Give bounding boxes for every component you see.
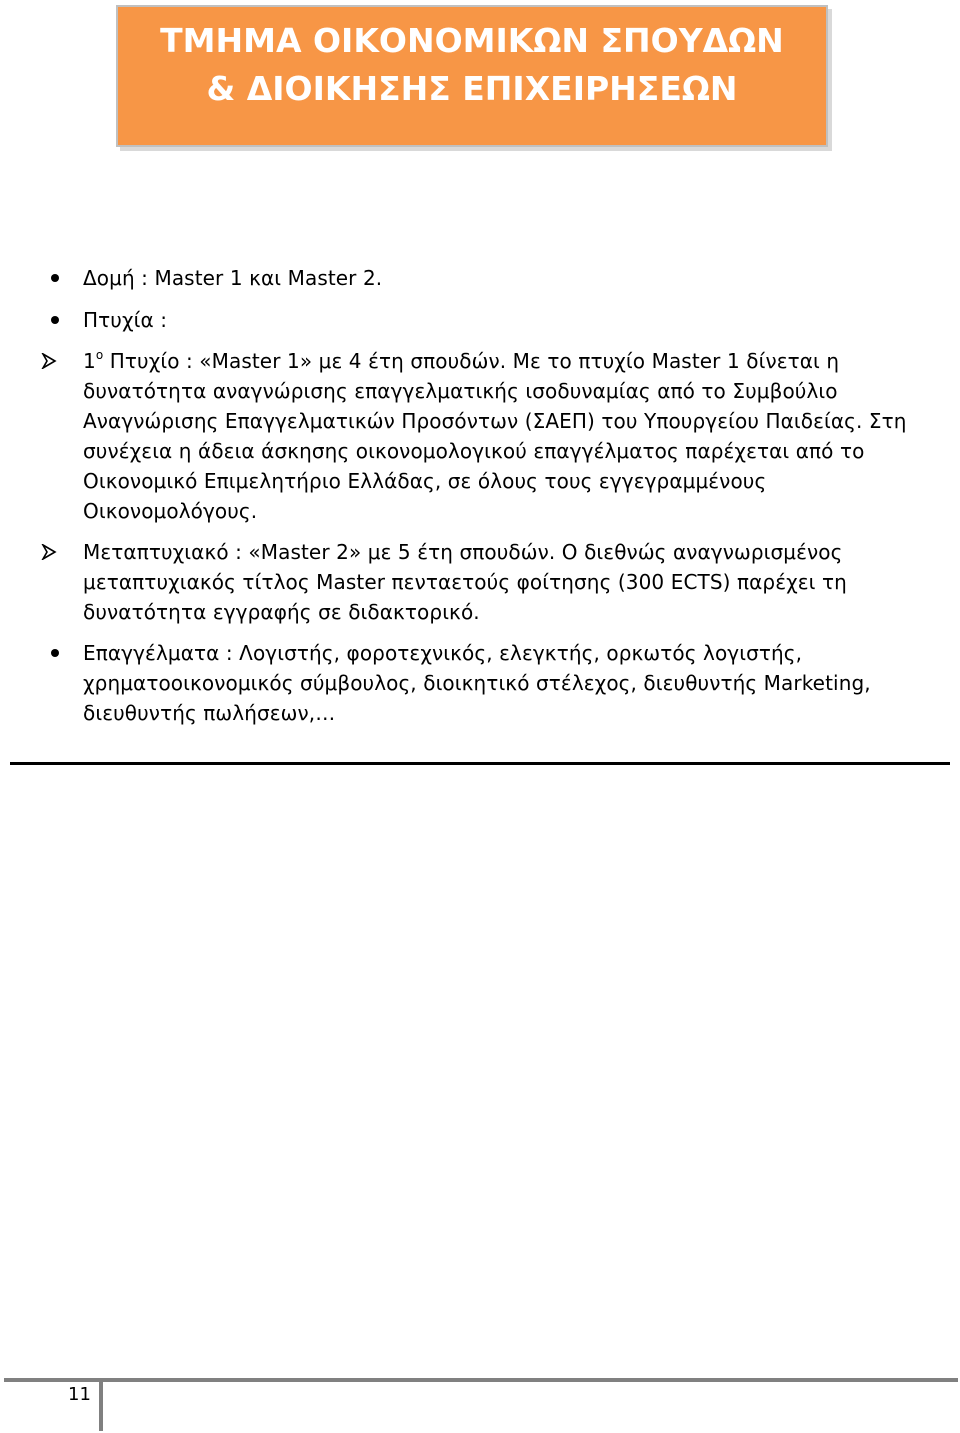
footer-vertical-rule (99, 1378, 103, 1431)
degree1-number: 1 (83, 349, 96, 373)
degree1-superscript: ο (95, 348, 104, 362)
degree1-line-1-text: Πτυχίο : «Master 1» με 4 έτη σπουδών. Με το πτυχίο Master 1 δίνεται η (103, 349, 840, 373)
structure-text: Δομή : Master 1 και Master 2. (83, 266, 383, 290)
degree1-line-2: δυνατότητα αναγνώρισης επαγγελματικής ισοδυναμίας από το Συμβούλιο (83, 379, 838, 403)
title-line-2: & ΔΙΟΙΚΗΣΗΣ ΕΠΙΧΕΙΡΗΣΕΩΝ (206, 69, 738, 108)
arrow-bullet-icon (41, 353, 57, 369)
degree2-line-2: μεταπτυχιακός τίτλος Master πενταετούς φοίτησης (300 ECTS) παρέχει τη (83, 570, 847, 594)
arrow-bullet-icon (41, 544, 57, 560)
bullet-dot-icon (51, 649, 59, 657)
professions-line-1: Επαγγέλματα : Λογιστής, φοροτεχνικός, ελεγκτής, ορκωτός λογιστής, (83, 641, 803, 665)
bullet-dot-icon (51, 316, 59, 324)
professions-line-3: διευθυντής πωλήσεων,… (83, 701, 336, 725)
title-line-1: ΤΜΗΜΑ ΟΙΚΟΝΟΜΙΚΩΝ ΣΠΟΥΔΩΝ (160, 21, 784, 60)
title-banner (116, 5, 828, 147)
degree1-line-6: Οικονομολόγους. (83, 499, 258, 523)
degree1-line-5: Οικονομικό Επιμελητήριο Ελλάδας, σε όλους τους εγγεγραμμένους (83, 469, 767, 493)
degree2-line-1: Μεταπτυχιακό : «Master 2» με 5 έτη σπουδών. Ο διεθνώς αναγνωρισμένος (83, 540, 843, 564)
page-number: 11 (68, 1384, 91, 1405)
degrees-label: Πτυχία : (83, 308, 168, 332)
section-divider (10, 762, 950, 765)
footer-rule (4, 1378, 958, 1382)
bullet-dot-icon (51, 274, 59, 282)
degree1-line-3: Αναγνώρισης Επαγγελματικών Προσόντων (ΣΑΕΠ) του Υπουργείου Παιδείας. Στη (83, 409, 907, 433)
degree1-line-1 (83, 349, 839, 373)
professions-line-2: χρηματοοικονομικός σύμβουλος, διοικητικό στέλεχος, διευθυντής Marketing, (83, 671, 871, 695)
degree1-line-4: συνέχεια η άδεια άσκησης οικονομολογικού επαγγέλματος παρέχεται από το (83, 439, 865, 463)
degree2-line-3: δυνατότητα εγγραφής σε διδακτορικό. (83, 600, 480, 624)
